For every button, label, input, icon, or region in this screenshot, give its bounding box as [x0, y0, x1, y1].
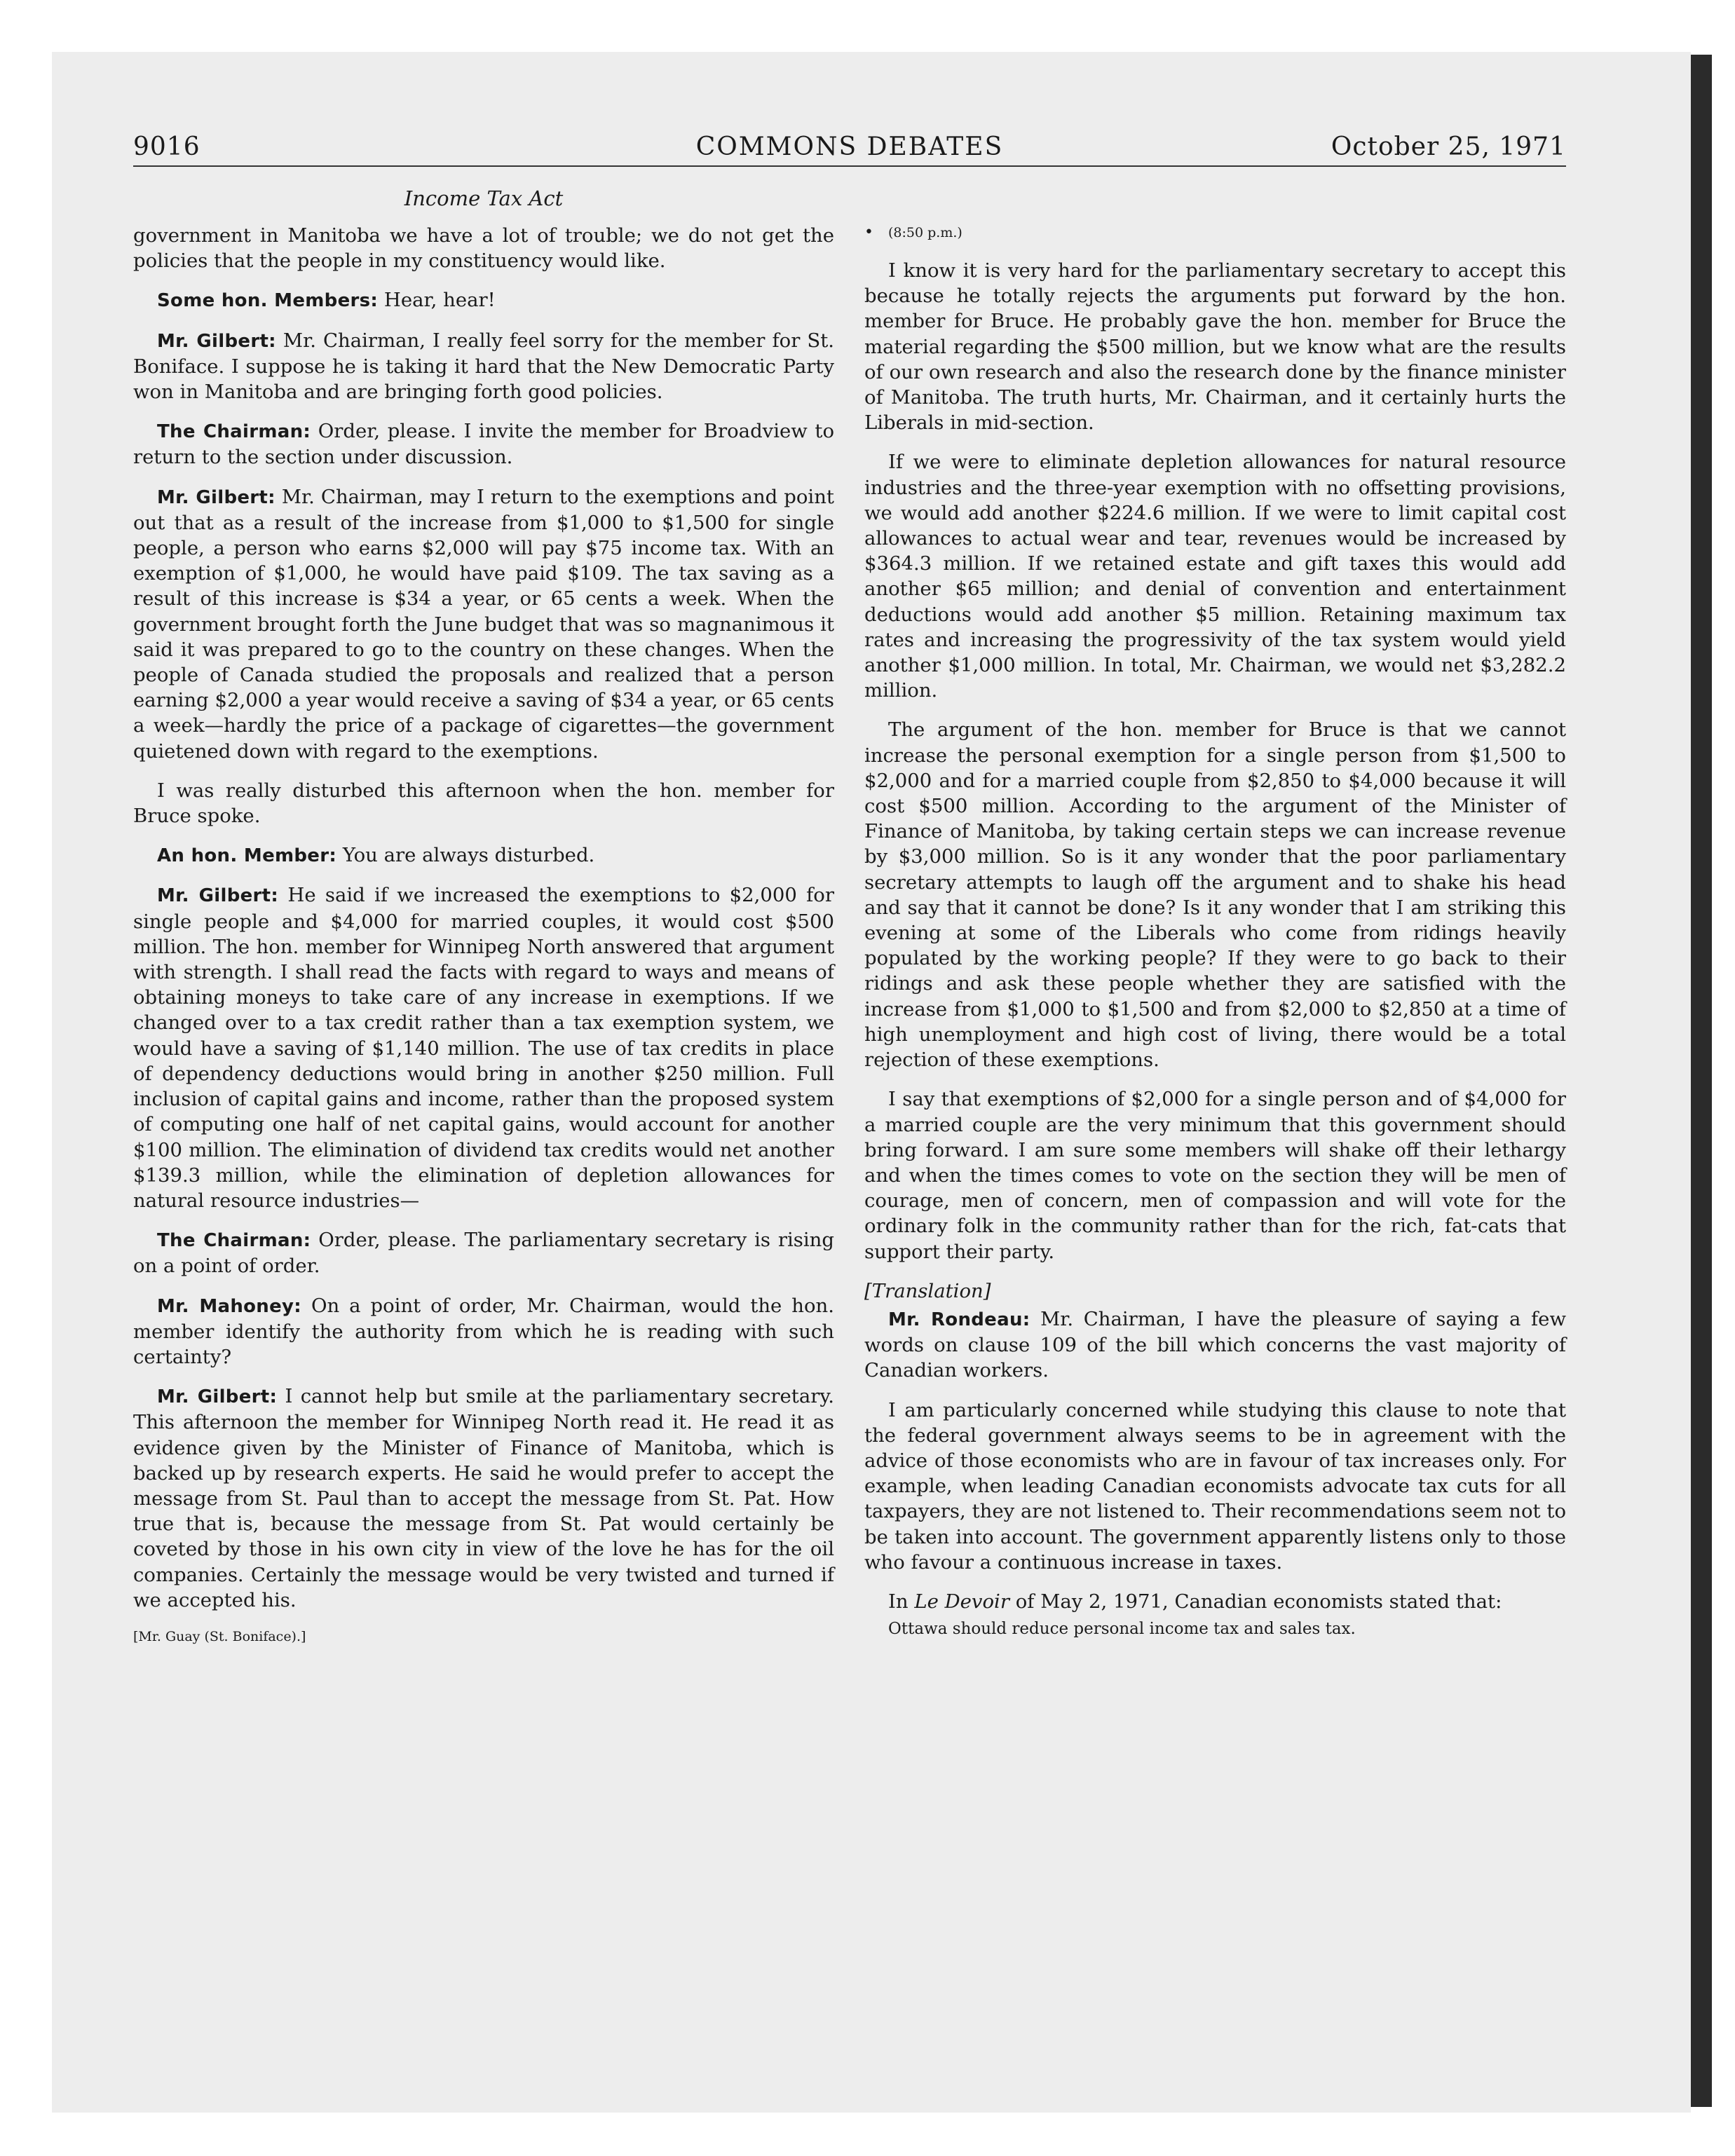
- speaker-name: An hon. Member:: [157, 845, 337, 867]
- speech-paragraph: [864, 1306, 1566, 1384]
- speaker-name: The Chairman:: [157, 1230, 311, 1252]
- paragraph-text: Mr. Chairman, I really feel sorry for the member for St. Boniface. I suppose he is taking it hard that the New Democratic Party won in Manitoba and are bringing forth good policies.: [133, 329, 835, 404]
- paragraph-text: I cannot help but smile at the parliamentary secretary. This afternoon the member for Winnipeg North read it. He read it as evidence given by the Minister of Finance of Manitoba, which is backed up by research experts. He said he would prefer to accept the message from St. Paul than to accept the message from St. Pat. How true that is, because the message from St. Pat would certainly be coveted by those in his own city in view of the love he has for the oil companies. Certainly the message would be very twisted and turned if we accepted his.: [133, 1385, 834, 1611]
- paragraph-text: Order, please. The parliamentary secretary is rising on a point of order.: [133, 1229, 835, 1278]
- paragraph-text: I say that exemptions of $2,000 for a single person and of $4,000 for a married couple are the very minimum that this government should bring forward. I am sure some members will shake off their lethargy and when the times comes to vote on the section they will be men of courage, men of concern, men of compassion and will vote for the ordinary folk in the community rather than for the rich, fat-cats that support their party.: [864, 1088, 1566, 1263]
- text-paragraph: [133, 778, 834, 828]
- speaker-name: Mr. Gilbert:: [157, 486, 275, 508]
- left-column: [133, 223, 834, 1646]
- right-column: [864, 223, 1566, 1639]
- le-devoir-paragraph: [864, 1589, 1566, 1614]
- paragraph-text: You are always disturbed.: [342, 844, 595, 867]
- paragraph-text: I know it is very hard for the parliamentary secretary to accept this because he totally rejects the arguments put forward by the hon. member for Bruce. He probably gave the hon. member for Bruce the material regarding the $500 million, but we know what are the results of our own research and also the research done by the finance minister of Manitoba. The truth hurts, Mr. Chairman, and it certainly hurts the Liberals in mid-section.: [864, 259, 1566, 435]
- speaker-name: Some hon. Members:: [157, 290, 379, 312]
- text-paragraph: [864, 258, 1566, 435]
- paragraph-text: Mr. Chairman, may I return to the exemptions and point out that as a result of the increase from $1,000 to $1,500 for single people, a person who earns $2,000 will pay $75 income tax. With an exemption of $1,000, he would have paid $109. The tax saving as a result of this increase is $34 a year, or 65 cents a week. When the government brought forth the June budget that was so magnanimous it said it was prepared to go to the country on these changes. When the people of Canada studied the proposals and realized that a person earning $2,000 a year would receive a saving of $34 a year, or 65 cents a week—hardly the price of a package of cigarettes—the government quietened down with regard to the exemptions.: [133, 485, 834, 763]
- paragraph-text: In: [888, 1590, 909, 1613]
- paragraph-text: The argument of the hon. member for Bruce is that we cannot increase the personal exemption for a single person from $1,500 to $2,000 and for a married couple from $2,850 to $4,000 because it will cost $500 million. According to the argument of the Minister of Finance of Manitoba, by taking certain steps we can increase revenue by $3,000 million. So is it any wonder that the poor parliamentary secretary attempts to laugh off the argument and to shake his head and say that it cannot be done? Is it any wonder that I am striking this evening at some of the Liberals who come from ridings heavily populated by the working people? If they were to go back to their ridings and ask these people whether they are satisfied with the increase from $1,000 to $1,500 and from $2,000 to $2,850 at a time of high unemployment and high cost of living, there would be a total rejection of these exemptions.: [864, 718, 1566, 1072]
- speech-paragraph: [133, 1293, 834, 1370]
- speaker-name: The Chairman:: [157, 421, 311, 443]
- paragraph-text: government in Manitoba we have a lot of trouble; we do not get the policies that the people in my constituency would like.: [133, 224, 834, 273]
- speech-paragraph: [133, 328, 834, 405]
- text-paragraph: [133, 223, 834, 273]
- speech-paragraph: [133, 882, 834, 1213]
- speaker-name: Mr. Gilbert:: [157, 330, 276, 352]
- speech-paragraph: [133, 287, 834, 313]
- paragraph-text: I am particularly concerned while studying this clause to note that the federal government always seems to be in agreement with the advice of those economists who are in favour of tax increases only. For example, when leading Canadian economists advocate tax cuts for all taxpayers, they are not listened to. Their recommendations seem not to be taken into account. The government apparently listens only to those who favour a continuous increase in taxes.: [864, 1398, 1566, 1574]
- text-paragraph: [864, 1086, 1566, 1264]
- issue-date: October 25, 1971: [1331, 132, 1566, 161]
- text-paragraph: [864, 717, 1566, 1072]
- time-stamp-text: (8:50 p.m.): [888, 225, 962, 240]
- paragraph-text: Hear, hear!: [383, 289, 496, 312]
- bullet-icon: •: [864, 224, 873, 241]
- time-stamp: [864, 223, 1566, 243]
- text-paragraph: [864, 1398, 1566, 1575]
- speaker-name: Mr. Mahoney:: [157, 1295, 301, 1317]
- paragraph-text: of May 2, 1971, Canadian economists stated that:: [1015, 1590, 1502, 1613]
- paragraph-text: Order, please. I invite the member for Broadview to return to the section under discussion.: [133, 420, 835, 469]
- scan-edge-shadow: [1691, 55, 1712, 2107]
- speech-paragraph: [133, 1384, 834, 1613]
- paragraph-text: I was really disturbed this afternoon when the hon. member for Bruce spoke.: [133, 779, 834, 828]
- speaker-name: Mr. Rondeau:: [888, 1309, 1030, 1330]
- block-quote: Ottawa should reduce personal income tax and sales tax.: [888, 1620, 1356, 1639]
- journal-title: COMMONS DEBATES: [695, 132, 1004, 161]
- speech-paragraph: [133, 418, 834, 470]
- page-header: [133, 130, 1566, 167]
- speaker-name: Mr. Gilbert:: [157, 1386, 278, 1408]
- section-title: Income Tax Act: [404, 186, 564, 210]
- paragraph-text: He said if we increased the exemptions to $2,000 for single people and $4,000 for married couples, it would cost $500 million. The hon. member for Winnipeg North answered that argument with strength. I shall read the facts with regard to ways and means of obtaining moneys to take care of any increase in exemptions. If we changed over to a tax credit rather than a tax exemption system, we would have a saving of $1,140 million. The use of tax credits in place of dependency deductions would bring in another $250 million. Full inclusion of capital gains and income, rather than the proposed system of computing one half of net capital gains, would account for another $100 million. The elimination of dividend tax credits would net another $139.3 million, while the elimination of depletion allowances for natural resource industries—: [133, 884, 834, 1212]
- text-paragraph: [864, 449, 1566, 703]
- paragraph-text: Mr. Chairman, I have the pleasure of saying a few words on clause 109 of the bill which concerns the vast majority of Canadian workers.: [864, 1307, 1566, 1382]
- speech-paragraph: [133, 842, 834, 868]
- paragraph-text: If we were to eliminate depletion allowances for natural resource industries and the three-year exemption with no offsetting provisions, we would add another $224.6 million. If we were to limit capital cost allowances to actual wear and tear, revenues would be increased by $364.3 million. If we retained estate and gift taxes this would add another $65 million; and denial of convention and entertainment deductions would add another $5 million. Retaining maximum tax rates and increasing the progressivity of the tax system would yield another $1,000 million. In total, Mr. Chairman, we would net $3,282.2 million.: [864, 451, 1566, 702]
- speech-paragraph: [133, 1227, 834, 1278]
- translation-marker: [Translation]: [864, 1279, 991, 1302]
- speech-paragraph: [133, 484, 834, 764]
- paragraph-text: On a point of order, Mr. Chairman, would the hon. member identify the authority from which he is reading with such certainty?: [133, 1294, 834, 1368]
- speaker-name: Mr. Gilbert:: [157, 885, 279, 907]
- speaker-footnote: [Mr. Guay (St. Boniface).]: [133, 1628, 306, 1644]
- page-number: 9016: [133, 132, 200, 161]
- newspaper-name: Le Devoir: [914, 1590, 1009, 1613]
